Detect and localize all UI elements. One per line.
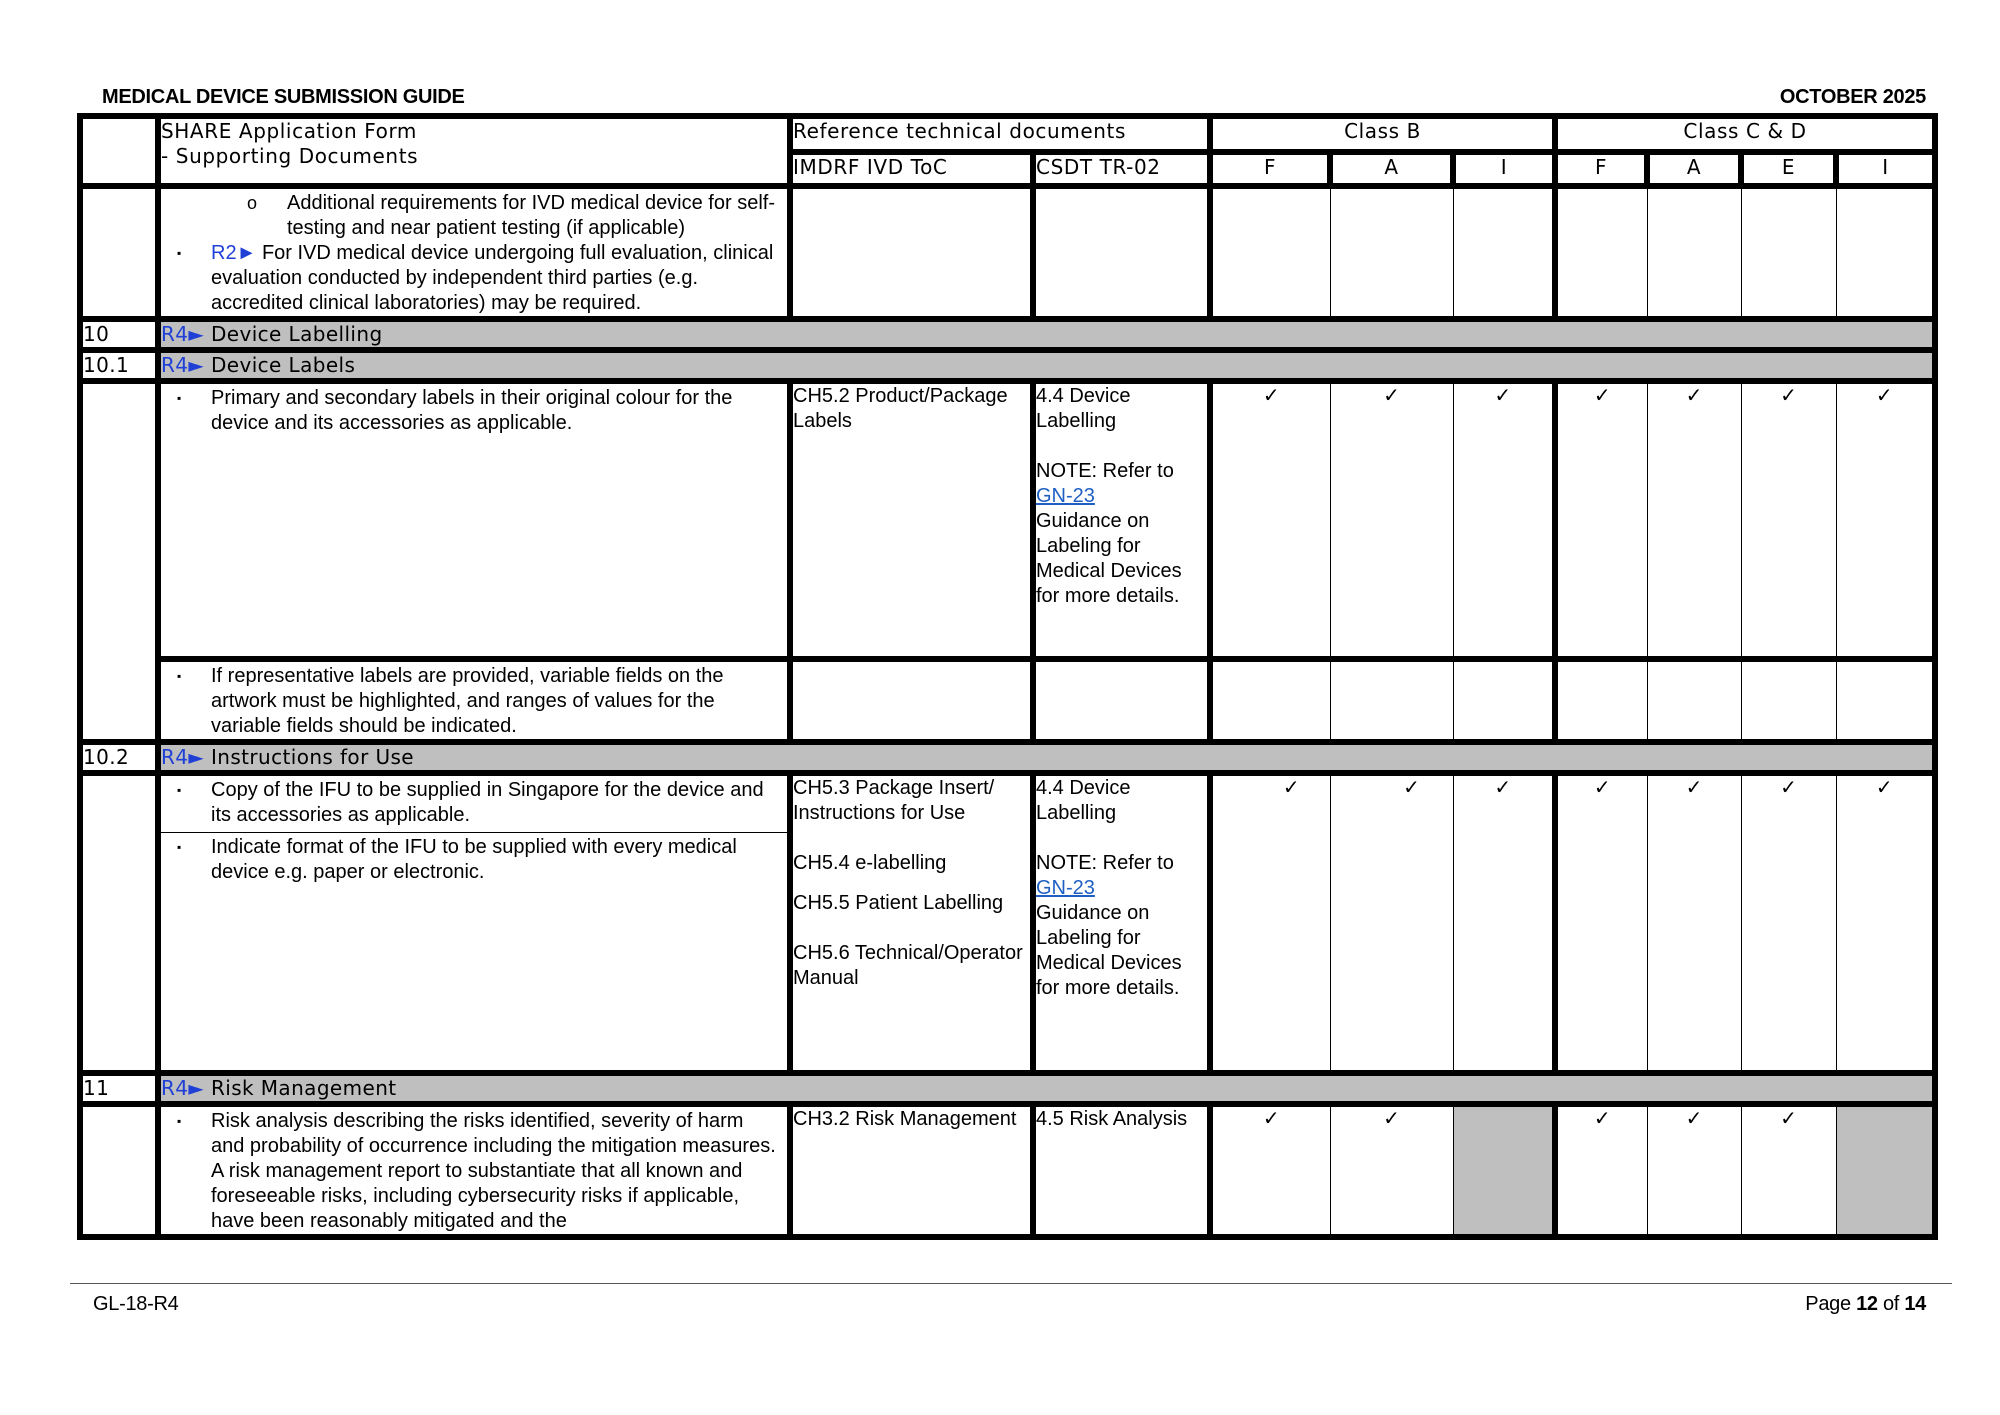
note-suffix: Guidance on Labeling for Medical Devices for more details. — [1036, 902, 1182, 999]
check-mark: ✓ — [1453, 381, 1555, 659]
imdrf-ref: CH5.4 e-labelling — [793, 852, 947, 874]
check-mark: ✓ — [1330, 773, 1453, 1073]
check-mark: ✓ — [1647, 773, 1741, 1073]
check-cell — [1555, 186, 1647, 319]
imdrf-ref: CH5.3 Package Insert/ Instructions for Use — [793, 777, 995, 824]
square-bullet-icon: ▪ — [177, 246, 182, 260]
section-heading — [158, 742, 1935, 773]
imdrf-ref: CH5.2 Product/Package Labels — [793, 385, 1008, 432]
row-num-cell — [80, 381, 158, 742]
check-cell — [1836, 659, 1935, 742]
header-csdt: CSDT TR-02 — [1033, 152, 1210, 186]
check-mark: ✓ — [1647, 1104, 1741, 1237]
circle-bullet-icon: o — [246, 193, 257, 213]
imdrf-cell — [790, 659, 1033, 742]
check-mark: ✓ — [1836, 773, 1935, 1073]
check-cell — [1647, 186, 1741, 319]
gn-23-link[interactable]: GN-23 — [1036, 877, 1095, 899]
section-title: Device Labelling — [210, 322, 383, 346]
section-number: 10.1 — [80, 350, 158, 381]
page-total: 14 — [1904, 1293, 1926, 1315]
revision-tag: R4► — [161, 1076, 205, 1100]
document-title: MEDICAL DEVICE SUBMISSION GUIDE — [102, 86, 465, 108]
list-item — [161, 832, 787, 885]
csdt-cell — [1033, 381, 1210, 659]
imdrf-cell — [790, 186, 1033, 319]
square-bullet-icon: ▪ — [177, 783, 182, 797]
row-num-cell — [80, 186, 158, 319]
section-row — [80, 350, 1935, 381]
check-mark: ✓ — [1741, 381, 1836, 659]
header-class-cd: Class C & D — [1555, 116, 1935, 152]
list-text: For IVD medical device undergoing full evaluation, clinical evaluation conducted by independent third parties (e.g. accredited clinical laboratories) may be required. — [211, 242, 774, 314]
header-class-b-i: I — [1453, 152, 1555, 186]
imdrf-cell — [790, 1104, 1033, 1237]
page-of: of — [1882, 1293, 1900, 1315]
table-row — [80, 186, 1935, 319]
list-text: Primary and secondary labels in their original colour for the device and its accessories as applicable. — [211, 387, 733, 434]
check-mark: ✓ — [1555, 773, 1647, 1073]
table-row — [80, 381, 1935, 659]
sub-list-item — [161, 191, 787, 241]
submission-requirements-table — [77, 113, 1938, 1240]
document-date: OCTOBER 2025 — [1779, 86, 1926, 108]
check-mark: ✓ — [1210, 773, 1330, 1073]
footer-doc-id: GL-18-R4 — [93, 1293, 179, 1315]
check-cell — [1836, 186, 1935, 319]
imdrf-ref: CH5.6 Technical/Operator Manual — [793, 942, 1023, 989]
row-num-cell — [80, 773, 158, 1073]
list-text: If representative labels are provided, variable fields on the artwork must be highlighted, and ranges of values for the variable fields should be indicated. — [211, 665, 724, 737]
check-mark: ✓ — [1741, 1104, 1836, 1237]
section-number: 10.2 — [80, 742, 158, 773]
list-text: Copy of the IFU to be supplied in Singapore for the device and its accessories as applicable. — [211, 779, 764, 826]
check-cell — [1453, 186, 1555, 319]
section-heading — [158, 1073, 1935, 1104]
imdrf-ref: CH3.2 Risk Management — [793, 1108, 1017, 1130]
check-mark: ✓ — [1453, 773, 1555, 1073]
header-class-cd-e: E — [1741, 152, 1836, 186]
imdrf-cell — [790, 773, 1033, 1073]
header-imdrf: IMDRF IVD ToC — [790, 152, 1033, 186]
not-applicable-cell — [1836, 1104, 1935, 1237]
check-mark: ✓ — [1210, 381, 1330, 659]
list-text: Indicate format of the IFU to be supplied with every medical device e.g. paper or electronic. — [211, 836, 737, 883]
section-title: Risk Management — [210, 1076, 397, 1100]
check-mark: ✓ — [1330, 381, 1453, 659]
square-bullet-icon: ▪ — [177, 840, 182, 854]
section-row — [80, 1073, 1935, 1104]
csdt-ref: 4.5 Risk Analysis — [1036, 1108, 1188, 1130]
revision-tag: R4► — [161, 745, 205, 769]
csdt-cell — [1033, 659, 1210, 742]
footer-page-number — [1805, 1293, 1926, 1316]
square-bullet-icon: ▪ — [177, 669, 182, 683]
sub-list-text: Additional requirements for IVD medical device for self-testing and near patient testing (if applicable) — [287, 192, 775, 239]
requirement-cell — [158, 773, 790, 1073]
gn-23-link[interactable]: GN-23 — [1036, 485, 1095, 507]
csdt-cell — [1033, 1104, 1210, 1237]
requirement-cell — [158, 1104, 790, 1237]
note-prefix: NOTE: Refer to — [1036, 852, 1174, 874]
check-mark: ✓ — [1555, 381, 1647, 659]
table-row — [80, 773, 1935, 1073]
section-number: 10 — [80, 319, 158, 350]
requirement-cell — [158, 381, 790, 659]
header-class-b: Class B — [1210, 116, 1555, 152]
section-heading — [158, 350, 1935, 381]
section-heading — [158, 319, 1935, 350]
revision-tag: R4► — [161, 353, 205, 377]
imdrf-cell — [790, 381, 1033, 659]
table-row — [80, 1104, 1935, 1237]
revision-tag: R2► — [211, 242, 257, 264]
header-share-line1: SHARE Application Form — [161, 119, 417, 143]
check-cell — [1647, 659, 1741, 742]
check-cell — [1555, 659, 1647, 742]
csdt-cell — [1033, 773, 1210, 1073]
list-item — [161, 386, 787, 436]
page-current: 12 — [1856, 1293, 1878, 1315]
note-suffix: Guidance on Labeling for Medical Devices for more details. — [1036, 510, 1182, 607]
header-class-cd-a: A — [1647, 152, 1741, 186]
check-cell — [1210, 659, 1330, 742]
table-row — [80, 659, 1935, 742]
check-mark: ✓ — [1741, 773, 1836, 1073]
list-item — [161, 1109, 787, 1234]
check-mark: ✓ — [1647, 381, 1741, 659]
revision-tag: R4► — [161, 322, 205, 346]
imdrf-ref: CH5.5 Patient Labelling — [793, 892, 1004, 914]
section-row — [80, 742, 1935, 773]
note-text — [1036, 459, 1207, 609]
list-item — [161, 778, 787, 828]
header-share-cell — [158, 116, 790, 186]
check-cell — [1330, 186, 1453, 319]
section-row — [80, 319, 1935, 350]
section-title: Instructions for Use — [210, 745, 415, 769]
check-cell — [1210, 186, 1330, 319]
header-class-b-a: A — [1330, 152, 1453, 186]
header-num-cell — [80, 116, 158, 186]
footer-divider — [70, 1283, 1952, 1284]
csdt-ref: 4.4 Device Labelling — [1036, 777, 1131, 824]
csdt-ref: 4.4 Device Labelling — [1036, 385, 1131, 432]
not-applicable-cell — [1453, 1104, 1555, 1237]
note-text — [1036, 851, 1207, 1001]
header-class-cd-f: F — [1555, 152, 1647, 186]
requirement-cell — [158, 659, 790, 742]
note-prefix: NOTE: Refer to — [1036, 460, 1174, 482]
square-bullet-icon: ▪ — [177, 1114, 182, 1128]
check-mark: ✓ — [1330, 1104, 1453, 1237]
check-mark: ✓ — [1210, 1104, 1330, 1237]
list-item — [161, 241, 787, 316]
header-share-line2: - Supporting Documents — [161, 144, 419, 168]
check-mark: ✓ — [1836, 381, 1935, 659]
section-number: 11 — [80, 1073, 158, 1104]
square-bullet-icon: ▪ — [177, 391, 182, 405]
page-label: Page — [1805, 1293, 1851, 1315]
header-class-b-f: F — [1210, 152, 1330, 186]
check-mark: ✓ — [1555, 1104, 1647, 1237]
list-item — [161, 664, 787, 739]
check-cell — [1741, 186, 1836, 319]
header-class-cd-i: I — [1836, 152, 1935, 186]
check-cell — [1330, 659, 1453, 742]
csdt-cell — [1033, 186, 1210, 319]
row-num-cell — [80, 1104, 158, 1237]
check-cell — [1741, 659, 1836, 742]
check-cell — [1453, 659, 1555, 742]
section-title: Device Labels — [210, 353, 356, 377]
list-text: Risk analysis describing the risks identified, severity of harm and probability of occurrence including the mitigation measures. A risk management report to substantiate that all known and foreseeable risks, including cybersecurity risks if applicable, have been reasonably mitigated and the — [211, 1110, 776, 1232]
header-ref-docs: Reference technical documents — [790, 116, 1210, 152]
requirement-cell — [158, 186, 790, 319]
